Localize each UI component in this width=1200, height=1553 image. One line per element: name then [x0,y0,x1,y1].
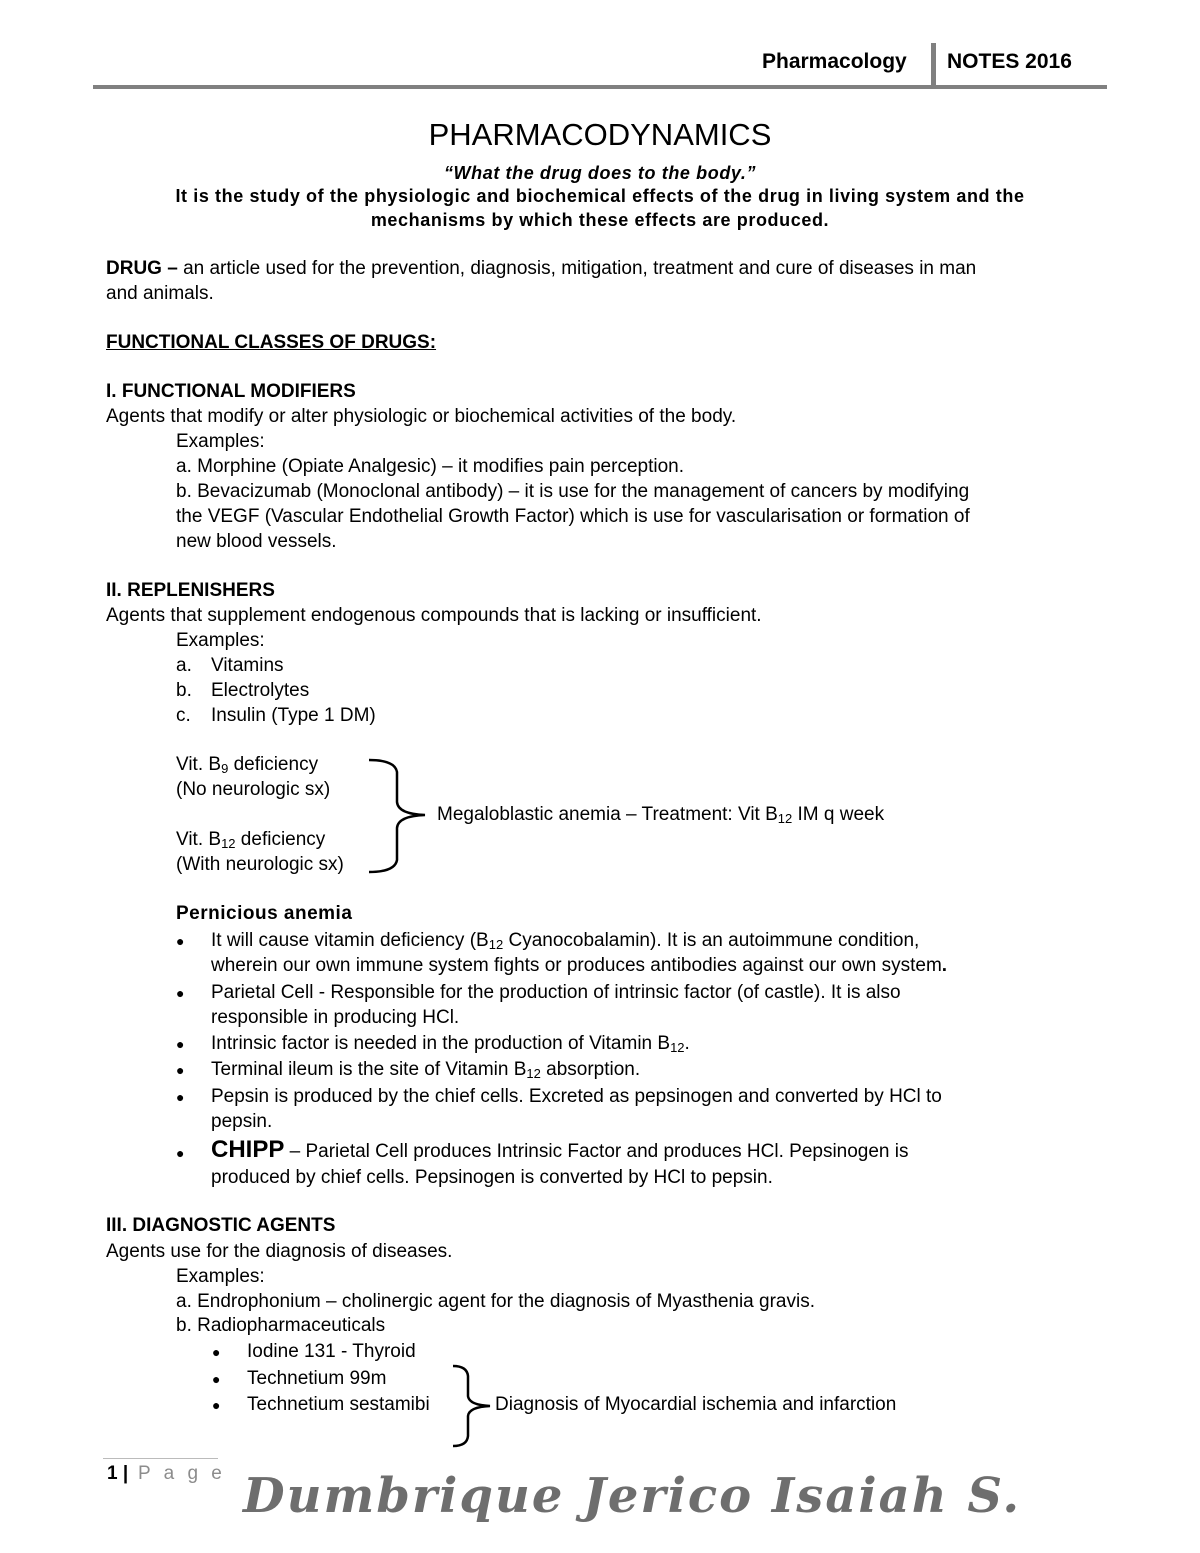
bullet-icon: ● [176,1036,185,1052]
p4-sub: 12 [526,1066,541,1081]
list-item [176,704,376,728]
pernicious-item-3 [211,1032,690,1056]
header-divider [931,43,936,86]
definition-line-2: mechanisms by which these effects are produced. [370,210,830,230]
section-1-example-b: b. Bevacizumab (Monoclonal antibody) – it is use for the management of cancers by modifying [176,481,970,502]
section-1-examples-label: Examples: [176,431,265,452]
section-3-example-b: b. Radiopharmaceuticals [176,1315,386,1336]
vit-b9-prefix: Vit. B [176,754,222,775]
page-number: 1 | [107,1463,129,1484]
section-1-example-b-cont2: new blood vessels. [176,531,337,552]
section-2-examples-label: Examples: [176,630,265,651]
pernicious-item-2: Parietal Cell - Responsible for the production of intrinsic factor (of castle). It is also [211,982,901,1003]
vit-b9-deficiency [176,753,318,777]
vit-b12-deficiency [176,828,325,852]
radio-item-3: Technetium sestamibi [247,1394,430,1415]
vit-b12-suffix: deficiency [235,829,326,850]
vit-b12-sub: 12 [221,836,236,851]
list-marker: b. [176,680,192,701]
list-item [176,679,310,703]
list-item-text: Electrolytes [211,680,310,701]
pernicious-item-5: Pepsin is produced by the chief cells. Excreted as pepsinogen and converted by HCl to [211,1086,942,1107]
footer-rule [103,1458,218,1459]
p1-pre: It will cause vitamin deficiency (B [211,930,489,951]
p4-post: absorption. [540,1059,641,1080]
section-3-desc: Agents use for the diagnosis of diseases. [106,1241,453,1262]
section-2-desc: Agents that supplement endogenous compounds that is lacking or insufficient. [106,605,762,626]
vit-b9-suffix: deficiency [228,754,319,775]
vit-b12-prefix: Vit. B [176,829,222,850]
vit-b9-note: (No neurologic sx) [176,779,331,800]
page-title: PHARMACODYNAMICS [428,117,772,152]
pernicious-item-1-cont [211,954,947,978]
pernicious-item-4 [211,1058,640,1082]
chipp-text: – Parietal Cell produces Intrinsic Factor and produces HCl. Pepsinogen is [284,1141,909,1162]
bullet-icon: ● [212,1397,221,1413]
header-subject: Pharmacology [762,50,907,73]
pernicious-item-2-cont: responsible in producing HCl. [211,1007,460,1028]
pernicious-heading: Pernicious anemia [176,903,353,924]
p3-post: . [684,1033,690,1054]
section-3-example-a: a. Endrophonium – cholinergic agent for the diagnosis of Myasthenia gravis. [176,1291,815,1312]
drug-definition-cont: and animals. [106,283,214,304]
list-marker: c. [176,705,191,726]
p3-pre: Intrinsic factor is needed in the production of Vitamin B [211,1033,671,1054]
pernicious-item-6-cont: produced by chief cells. Pepsinogen is converted by HCl to pepsin. [211,1167,773,1188]
megaloblastic-suffix: IM q week [792,804,885,825]
right-brace-icon [365,758,445,876]
vit-b9-sub: 9 [221,761,229,776]
definition-line-1: It is the study of the physiologic and biochemical effects of the drug in living system and the [175,186,1025,206]
section-3-heading: III. DIAGNOSTIC AGENTS [106,1215,336,1236]
p1-line2-end: . [941,955,948,976]
section-1-heading: I. FUNCTIONAL MODIFIERS [106,381,356,402]
section-1-example-b-cont: the VEGF (Vascular Endothelial Growth Factor) which is use for vascularisation or formation of [176,506,970,527]
page-label: P a g e [138,1463,226,1484]
section-2-heading: II. REPLENISHERS [106,580,275,601]
radio-item-1: Iodine 131 - Thyroid [247,1341,416,1362]
author-signature: Dumbrique Jerico Isaiah S. [243,1468,1022,1524]
right-brace-icon [450,1364,500,1450]
section-1-desc: Agents that modify or alter physiologic or biochemical activities of the body. [106,406,737,427]
p4-pre: Terminal ileum is the site of Vitamin B [211,1059,527,1080]
bullet-icon: ● [176,1089,185,1105]
header-rule [93,85,1107,89]
pernicious-item-5-cont: pepsin. [211,1111,273,1132]
p1-sub: 12 [488,937,504,952]
megaloblastic-prefix: Megaloblastic anemia – Treatment: Vit B [437,804,778,825]
bullet-icon: ● [176,1062,185,1078]
classes-heading: FUNCTIONAL CLASSES OF DRUGS: [106,332,437,353]
list-item-text: Insulin (Type 1 DM) [211,705,376,726]
bullet-icon: ● [212,1371,221,1387]
list-item-text: Vitamins [211,655,284,676]
p1-line2: wherein our own immune system fights or produces antibodies against our own system [211,955,942,976]
megaloblastic-anemia [437,803,884,827]
pernicious-item-1 [211,929,919,953]
drug-definition [106,257,976,281]
bullet-icon: ● [176,1145,185,1161]
megaloblastic-sub: 12 [777,811,793,826]
p3-sub: 12 [670,1040,685,1055]
list-item [176,654,284,678]
radiopharm-brace-label: Diagnosis of Myocardial ischemia and infarction [495,1394,897,1415]
drug-term: DRUG – [106,258,178,279]
page-subtitle: “What the drug does to the body.” [443,163,757,183]
bullet-icon: ● [176,985,185,1001]
drug-definition-text: an article used for the prevention, diagnosis, mitigation, treatment and cure of diseases in man [177,258,977,279]
header-notes: NOTES 2016 [947,50,1072,73]
p1-post: Cyanocobalamin). It is an autoimmune condition, [503,930,920,951]
section-1-example-a: a. Morphine (Opiate Analgesic) – it modifies pain perception. [176,456,684,477]
radio-item-2: Technetium 99m [247,1368,387,1389]
bullet-icon: ● [176,933,185,949]
bullet-icon: ● [212,1344,221,1360]
chipp-term: CHIPP [211,1136,285,1163]
list-marker: a. [176,655,192,676]
vit-b12-note: (With neurologic sx) [176,854,344,875]
section-3-examples-label: Examples: [176,1266,265,1287]
pernicious-item-6 [211,1138,909,1164]
